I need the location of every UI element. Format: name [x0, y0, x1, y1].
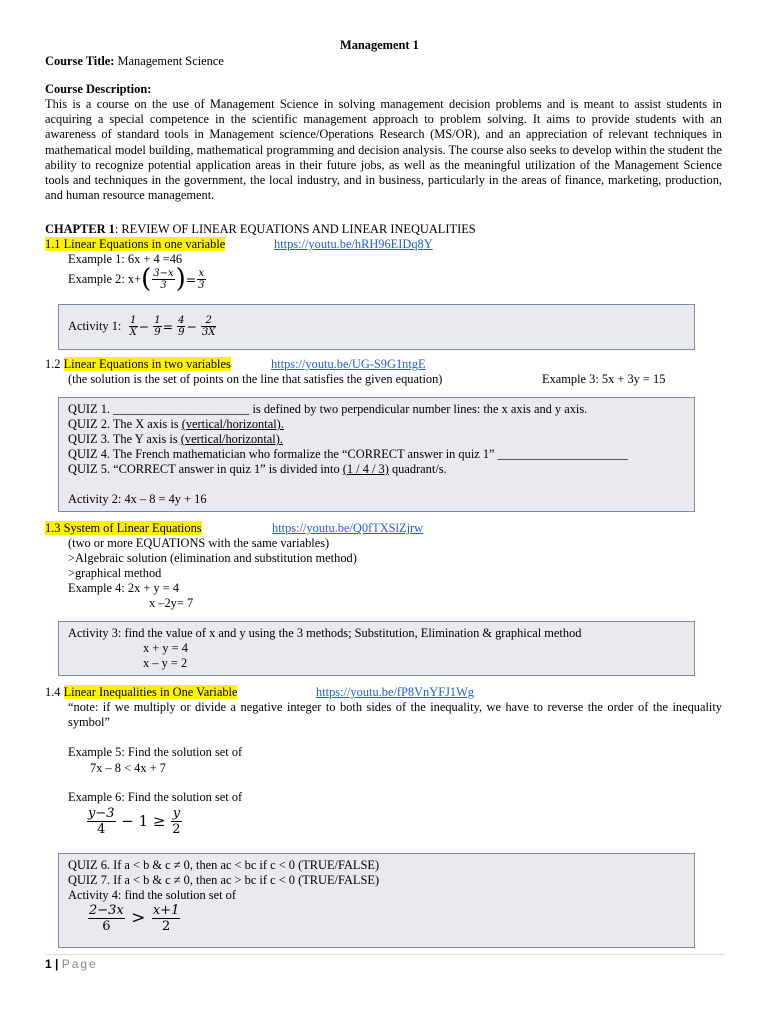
- course-title-label: Course Title:: [45, 54, 115, 68]
- chapter-title: : REVIEW OF LINEAR EQUATIONS AND LINEAR INEQUALITIES: [114, 222, 476, 236]
- activity-4-equation: $\frac{2-3x}{6}$ > $\frac{x+1}{2}$: [89, 903, 180, 934]
- activity-4: Activity 4: find the solution set of: [68, 888, 236, 902]
- quiz-7: QUIZ 7. If a < b & c ≠ 0, then ac > bc if c < 0 (TRUE/FALSE): [68, 873, 380, 887]
- section-1-4-heading: 1.4 Linear Inequalities in One Variable: [45, 685, 238, 699]
- section-1-1-title: 1.1 Linear Equations in one variable: [45, 237, 226, 251]
- quiz-6-7-box: [58, 853, 695, 948]
- example-6-equation: $\frac{y-3}{4}$ − 1 ≥ $\frac{y}{2}$: [88, 806, 181, 837]
- section-1-2-link[interactable]: https://youtu.be/UG-S9G1ntgE: [271, 357, 426, 371]
- section-1-2-note: (the solution is the set of points on the line that satisfies the given equation): [68, 372, 443, 386]
- example-4-line-2: x –2y= 7: [149, 596, 194, 610]
- section-1-3-line-3: >graphical method: [68, 566, 162, 580]
- page-number: 1: [45, 957, 52, 971]
- section-1-4-title: Linear Inequalities in One Variable: [63, 685, 238, 699]
- quiz-1-5-box: [58, 397, 695, 512]
- section-1-4-link[interactable]: https://youtu.be/fP8VnYFJ1Wg: [316, 685, 474, 699]
- quiz-1: QUIZ 1. ______________________ is defined by two perpendicular number lines: the x axis and y axis.: [68, 402, 588, 416]
- activity-3-eq-1: x + y = 4: [143, 641, 188, 655]
- section-1-3-title: 1.3 System of Linear Equations: [45, 521, 202, 535]
- example-6: Example 6: Find the solution set of: [68, 790, 243, 804]
- section-1-3-link[interactable]: https://youtu.be/Q0fTXSlZjrw: [272, 521, 424, 535]
- section-1-2-heading: 1.2 Linear Equations in two variables: [45, 357, 231, 371]
- footer-divider: [45, 954, 725, 955]
- example-2: Example 2: x+( $\frac{3-x}{3}$ )= $\frac{x}{3}$: [68, 264, 205, 294]
- activity-2: Activity 2: 4x – 8 = 4y + 16: [68, 492, 207, 506]
- page-title: Management 1: [340, 38, 419, 52]
- chapter-label: CHAPTER 1: [45, 222, 115, 236]
- page-footer: 1 | Page: [45, 957, 98, 971]
- example-4-line-1: Example 4: 2x + y = 4: [68, 581, 180, 595]
- section-1-4-note: “note: if we multiply or divide a negative integer to both sides of the inequality, we have to reverse the order of the inequality symbol”: [68, 700, 722, 730]
- section-1-3-line-2: >Algebraic solution (elimination and substitution method): [68, 551, 357, 565]
- section-1-3-line-1: (two or more EQUATIONS with the same variables): [68, 536, 330, 550]
- example-1: Example 1: 6x + 4 =46: [68, 252, 183, 266]
- example-5: Example 5: Find the solution set of: [68, 745, 243, 759]
- quiz-3: QUIZ 3. The Y axis is (vertical/horizontal).: [68, 432, 283, 446]
- quiz-4: QUIZ 4. The French mathematician who formalize the “CORRECT answer in quiz 1” _____________________: [68, 447, 628, 461]
- activity-3-box: [58, 621, 695, 676]
- example-5-equation: 7x – 8 < 4x + 7: [90, 761, 166, 775]
- section-1-1-link[interactable]: https://youtu.be/hRH96EIDq8Y: [274, 237, 433, 251]
- course-title-value: Management Science: [114, 54, 224, 68]
- activity-1-box: [58, 304, 695, 350]
- page-label: Page: [61, 957, 98, 971]
- activity-3: Activity 3: find the value of x and y using the 3 methods; Substitution, Elimination & graphical method: [68, 626, 582, 640]
- section-1-1-heading: [45, 237, 225, 252]
- activity-3-eq-2: x – y = 2: [143, 656, 188, 670]
- quiz-6: QUIZ 6. If a < b & c ≠ 0, then ac < bc if c < 0 (TRUE/FALSE): [68, 858, 380, 872]
- example-3: Example 3: 5x + 3y = 15: [542, 372, 666, 386]
- course-description-label: Course Description:: [45, 82, 152, 96]
- section-1-2-title: Linear Equations in two variables: [63, 357, 231, 371]
- activity-1: Activity 1: $\frac{1}{X}$ − $\frac{1}{9}$ = $\frac{4}{9}$ − $\frac{2}{3X}$: [68, 315, 216, 338]
- course-title: [45, 54, 224, 69]
- chapter-heading: [45, 222, 476, 237]
- quiz-2: QUIZ 2. The X axis is (vertical/horizontal).: [68, 417, 284, 431]
- course-description-text: This is a course on the use of Management Science in solving management decision problems and is meant to assist students in acquiring a special competence in the scientific management approach to problem solving. It aims to provide students with an awareness of standard tools in Management science/Operations Research (MS/OR), and an appreciation of relevant techniques in mathematical model building, mathematical programming and decision analysis. The course also seeks to develop within the student the ability to recognize potential application areas in their future jobs, as well as the meaningful utilization of the Management Science tools and techniques in the government, the local industry, and in business, particularly in the areas of finance, marketing, production, and human resource management.: [45, 97, 722, 203]
- quiz-5: QUIZ 5. “CORRECT answer in quiz 1” is divided into (1 / 4 / 3) quadrant/s.: [68, 462, 447, 476]
- section-1-3-heading: [45, 521, 202, 536]
